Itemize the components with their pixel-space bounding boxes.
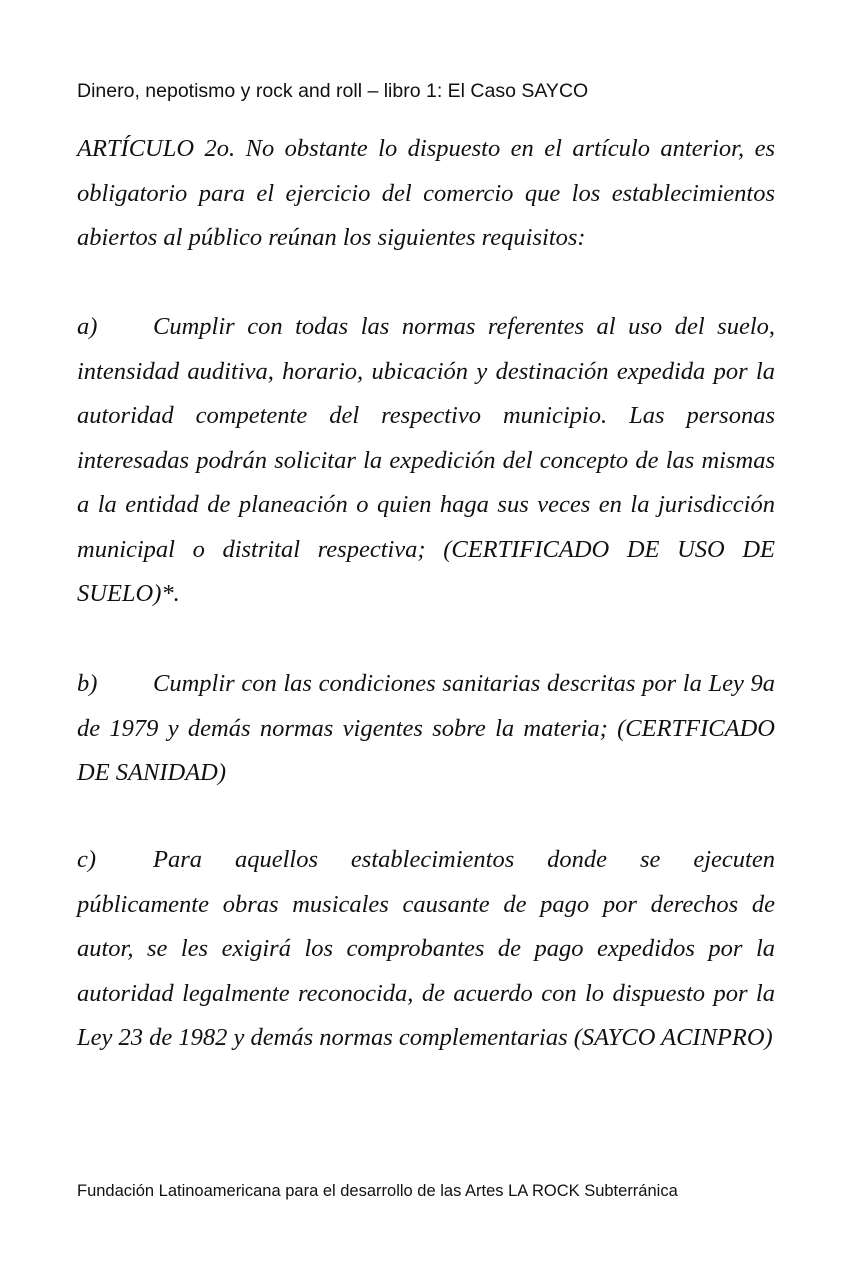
list-item-text: Para aquellos establecimientos donde se ejecuten públicamente obras musicales causante de pago por derechos de autor, se les exigirá los comprobantes de pago expedidos por la autoridad legalmente reconocida, de acuerdo con lo dispuesto por la Ley 23 de 1982 y demás normas complementarias (SAYCO ACINPRO) — [77, 846, 775, 1051]
article-paragraph: ARTÍCULO 2o. No obstante lo dispuesto en el artículo anterior, es obligatorio para el ejercicio del comercio que los establecimientos abiertos al público reúnan los siguientes requisitos: — [77, 135, 775, 251]
list-item-a — [77, 305, 775, 617]
list-item-text: Cumplir con todas las normas referentes al uso del suelo, intensidad auditiva, horario, ubicación y destinación expedida por la autoridad competente del respectivo municipio. Las personas interesadas podrán solicitar la expedición del concepto de las mismas a la entidad de planeación o quien haga sus veces en la jurisdicción municipal o distrital respectiva; (CERTIFICADO DE USO DE SUELO)*. — [77, 313, 775, 607]
list-item-marker: c) — [77, 846, 97, 873]
page-header: Dinero, nepotismo y rock and roll – libro 1: El Caso SAYCO — [77, 80, 589, 102]
list-item-text: Cumplir con las condiciones sanitarias descritas por la Ley 9a de 1979 y demás normas vigentes sobre la materia; (CERTFICADO DE SANIDAD) — [77, 670, 775, 786]
list-item-c — [77, 838, 775, 1061]
list-item-marker: b) — [77, 670, 98, 697]
list-item-marker: a) — [77, 313, 98, 340]
page-footer: Fundación Latinoamericana para el desarrollo de las Artes LA ROCK Subterránica — [77, 1182, 678, 1200]
list-item-b — [77, 662, 775, 796]
